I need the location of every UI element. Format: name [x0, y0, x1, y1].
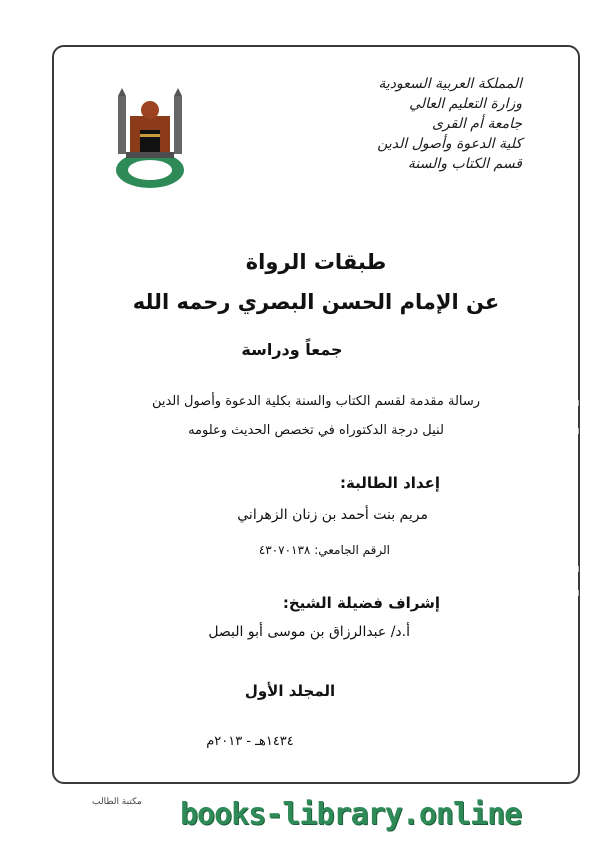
header-line-college: كلية الدعوة وأصول الدين	[377, 136, 522, 152]
thesis-subtitle: جمعاً ودراسة	[241, 340, 343, 359]
volume-label: المجلد الأول	[244, 682, 336, 700]
library-stamp: مكتبة الطالب	[92, 797, 142, 807]
header-line-ministry: وزارة التعليم العالي	[409, 96, 522, 112]
supervisor-name: أ.د/ عبدالرزاق بن موسى أبو البصل	[208, 624, 410, 640]
margin-mark	[578, 400, 579, 406]
thesis-description-line-1: رسالة مقدمة لقسم الكتاب والسنة بكلية الدعوة وأصول الدين	[151, 394, 481, 409]
header-line-university: جامعة أم القرى	[431, 116, 522, 132]
thesis-title-line-2: عن الإمام الحسن البصري رحمه الله	[132, 290, 500, 314]
student-label: إعداد الطالبة:	[340, 474, 440, 492]
university-logo-icon	[112, 88, 188, 192]
year-label: ١٤٣٤هـ - ٢٠١٣م	[206, 734, 294, 749]
student-id: الرقم الجامعي: ٤٣٠٧٠١٣٨	[258, 543, 390, 557]
student-name: مريم بنت أحمد بن زنان الزهراني	[237, 507, 428, 523]
header-line-kingdom: المملكة العربية السعودية	[378, 76, 522, 92]
supervisor-label: إشراف فضيلة الشيخ:	[282, 594, 440, 612]
margin-mark	[578, 590, 579, 596]
margin-mark	[578, 566, 579, 572]
header-line-department: قسم الكتاب والسنة	[407, 156, 522, 172]
site-watermark: books-library.online	[180, 797, 522, 832]
thesis-description-line-2: لنيل درجة الدكتوراه في تخصص الحديث وعلومه	[188, 423, 444, 438]
margin-mark	[578, 428, 579, 434]
thesis-title: طبقات الرواة	[245, 250, 387, 274]
institution-header	[302, 74, 522, 174]
